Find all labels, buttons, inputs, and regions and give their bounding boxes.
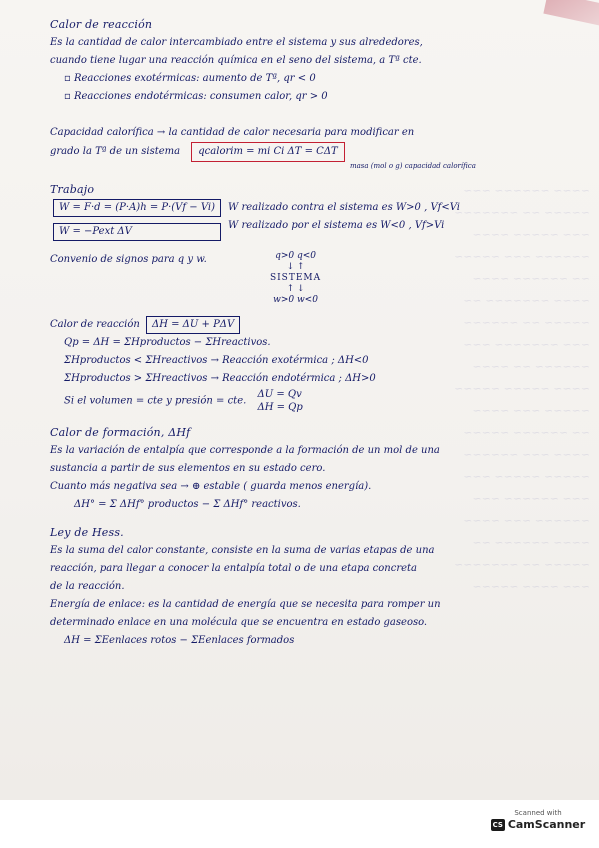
formula-annotation: masa (mol o g) capacidad calorífica [350, 162, 476, 170]
formula-calorimetro-box: qcalorim = mi Ci ΔT = CΔT [191, 142, 344, 162]
diagram-w-labels: w>0 w<0 [273, 295, 318, 305]
text-w-positivo: W realizado contra el sistema es W>0 , Vf<Vi [228, 202, 460, 213]
bullet-exotermicas: ▫ Reacciones exotérmicas: aumento de Tª, qr < 0 [64, 73, 316, 84]
text-fragment: grado la Tª de un sistema [50, 146, 181, 157]
bleed-through-text: ~~~~ ~~~~~~ ~~~ ~~~~~ ~~ ~~~~~~~ ~~~ ~~~~~ ~~~~ ~~~~~~ ~~~ ~~~~~ ~~ ~~~~~~ ~~~~ ~~~~ ~~~~~~~ ~~ ~~~~~ ~~ ~~~~~~ ~~~ ~~~~~~~ ~~~ ~~~~~~ ~~ ~~~~ ~~~~ ~~~~~ ~~~~~ ~~~~~ ~~~ ~~~~ ~~ ~~~~~~ ~~~~~ ~~~~ ~~~ ~~~~~~ ~~~~~ ~~~~~ ~~~ ~~~ ~~~~~~ ~~~ ~~~~~~ ~~~ ~~~~ ~~~~ ~~~~~~ ~~ ~~~~~ ~~ ~~~~~~~ ~~~ ~~~~ ~~~~~ [453, 184, 590, 593]
convenio-signos-row [50, 251, 580, 306]
heading-calor-reaccion: Calor de reacción [50, 18, 153, 31]
text-line: Es la cantidad de calor intercambiado entre el sistema y sus alrededores, [50, 37, 423, 48]
text-qp: Qp = ΔH = ΣHproductos − ΣHreactivos. [64, 337, 271, 348]
text-energia-enlace: Energía de enlace: es la cantidad de energía que se necesita para romper un [50, 599, 441, 610]
bullet-endotermicas: ▫ Reacciones endotérmicas: consumen calor, qr > 0 [64, 91, 328, 102]
text-line: determinado enlace en una molécula que se encuentra en estado gaseoso. [50, 617, 428, 628]
text-endotermica: ΣHproductos > ΣHreactivos → Reacción endotérmica ; ΔH>0 [64, 373, 376, 384]
formula-energia-enlace: ΔH = ΣEenlaces rotos − ΣEenlaces formados [64, 635, 295, 646]
camscanner-watermark [488, 808, 588, 844]
volumen-presion-row [50, 388, 580, 414]
equation-du-qv: ΔU = Qv [257, 389, 302, 400]
equation-dh-qp: ΔH = Qp [257, 402, 303, 413]
handwritten-notes [50, 16, 580, 650]
diagram-arrows-top: ↓ ↑ [286, 262, 305, 272]
text-line: de la reacción. [50, 581, 125, 592]
text-w-negativo: W realizado por el sistema es W<0 , Vf>Vi [228, 220, 445, 231]
heading-calor-reaccion-2: Calor de reacción [50, 319, 140, 330]
heading-calor-formacion: Calor de formación, ΔHf [50, 426, 191, 439]
text-volumen-presion: Si el volumen = cte y presión = cte. [64, 395, 247, 407]
calor-reaccion-row [50, 316, 580, 334]
heading-trabajo: Trabajo [50, 183, 95, 196]
formula-entalpia-formacion: ΔH° = Σ ΔHf° productos − Σ ΔHf° reactivos. [74, 499, 301, 510]
formula-pext-box: W = −Pext ΔV [53, 223, 221, 241]
text-line: Es la suma del calor constante, consiste en la suma de varias etapas de una [50, 545, 435, 556]
text-line: cuando tiene lugar una reacción química en el seno del sistema, a Tª cte. [50, 55, 422, 66]
text-line: sustancia a partir de sus elementos en su estado cero. [50, 463, 326, 474]
stamp-brand: CamScanner [507, 818, 586, 831]
text-capacidad-calorifica: Capacidad calorífica → la cantidad de calor necesaria para modificar en [50, 127, 415, 138]
text-exotermica: ΣHproductos < ΣHreactivos → Reacción exotérmica ; ΔH<0 [64, 355, 369, 366]
formula-entalpia-box: ΔH = ΔU + PΔV [146, 316, 240, 334]
brace-equations [257, 388, 302, 414]
diagram-sistema-label: SISTEMA [269, 273, 322, 283]
stamp-caption: Scanned with [514, 809, 562, 817]
text-line: reacción, para llegar a conocer la entalpía total o de una etapa concreta [50, 563, 418, 574]
text-convenio: Convenio de signos para q y w. [50, 254, 207, 265]
formula-trabajo-box: W = F·d = (P·A)h = P·(Vf − Vi) [53, 199, 221, 217]
diagram-q-labels: q>0 q<0 [275, 251, 316, 261]
trabajo-block [50, 199, 580, 241]
text-line: Cuanto más negativa sea → ⊕ estable ( guarda menos energía). [50, 481, 372, 492]
text-line [50, 142, 580, 162]
sign-convention-diagram [270, 251, 321, 306]
heading-ley-hess: Ley de Hess. [50, 526, 124, 539]
diagram-arrows-bottom: ↑ ↓ [286, 284, 305, 294]
camscanner-logo-icon: CS [492, 820, 503, 829]
text-line: Es la variación de entalpía que corresponde a la formación de un mol de una [50, 445, 440, 456]
